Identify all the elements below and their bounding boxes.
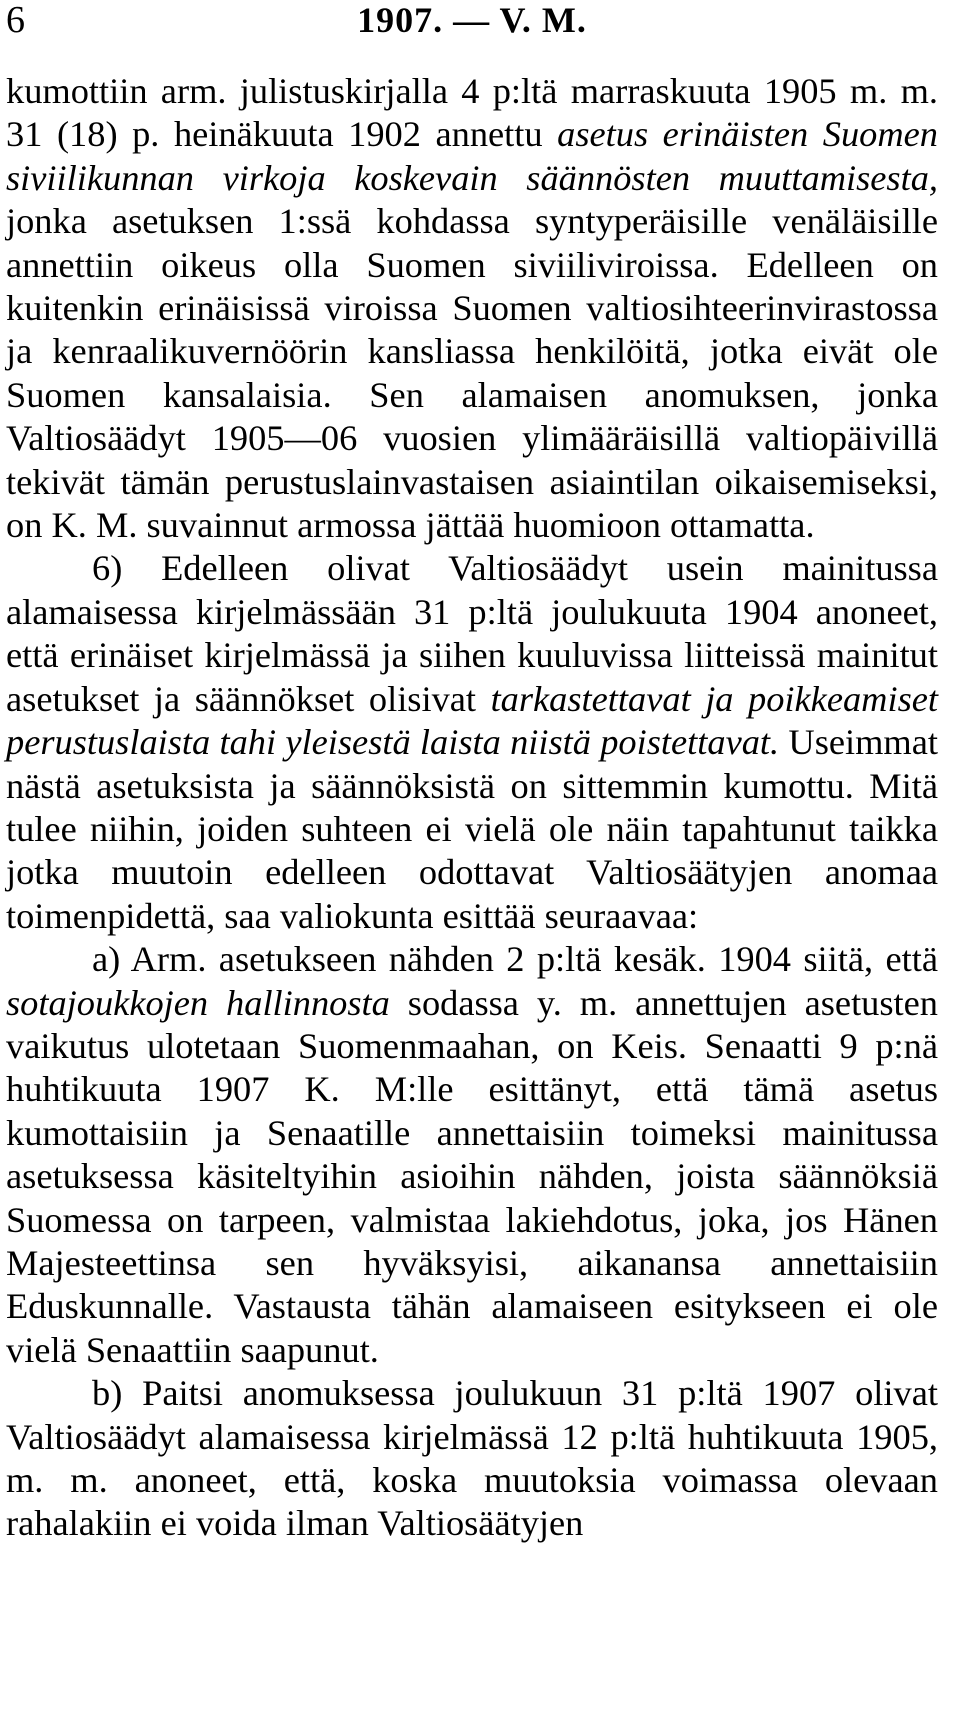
document-page bbox=[6, 0, 938, 1546]
page-header bbox=[6, 0, 938, 48]
running-head: 1907. — V. M. bbox=[357, 0, 587, 40]
text-run: jonka asetuksen 1:ssä kohdassa syntyperäisille venäläisille annettiin oikeus olla Suomen siviiliviroissa. Edelleen on kuitenkin erinäisissä viroissa Suomen valtiosihteerinvirastossa ja kenraalikuvernöörin kansliassa henkilöitä, jotka eivät ole Suomen kansalaisia. Sen alamaisen anomuksen, jonka Valtiosäädyt 1905—06 vuosien ylimääräisillä valtiopäivillä tekivät tämän perustuslainvastaisen asiaintilan oikaisemiseksi, on K. M. suvainnut armossa jättää huomioon ottamatta. bbox=[6, 201, 938, 546]
page-number: 6 bbox=[6, 0, 25, 41]
text-run: Useimmat nästä asetuksista ja säännöksistä on sittemmin kumottu. Mitä tulee niihin, joiden suhteen ei vielä ole näin tapahtunut taikka jotka muutoin edelleen odottavat Valtiosäätyjen anomaa toimenpidettä, saa valiokunta esittää seuraavaa: bbox=[6, 722, 938, 936]
italic-title-run: asetus erinäisten Suomen siviilikunnan virkoja koskevain säännösten muuttamisesta, bbox=[6, 114, 938, 198]
italic-emphasis-run: tarkastettavat ja poikkeamiset perustuslaista tahi yleisestä laista niistä poistettavat. bbox=[6, 678, 938, 763]
paragraph-item-b bbox=[6, 1372, 938, 1546]
paragraph-item-6 bbox=[6, 547, 938, 938]
text-run: sodassa y. m. annettujen asetusten vaikutus ulotetaan Suomenmaahan, on Keis. Senaatti 9 p:nä huhtikuuta 1907 K. M:lle esittänyt, että tämä asetus kumottaisiin ja Senaatille annettaisiin toimeksi mainitussa asetuksessa käsiteltyihin asioihin nähden, joista säännöksiä Suomessa on tarpeen, valmistaa lakiehdotus, joka, jos Hänen Majesteettinsa sen hyväksyisi, aikanansa annettaisiin Eduskunnalle. Vastausta tähän alamaiseen esitykseen ei ole vielä Senaattiin saapunut. bbox=[6, 982, 938, 1370]
text-run: kumottiin arm. julistuskirjalla 4 p:ltä marraskuuta 1905 m. m. 31 (18) p. heinäkuuta 1902 annettu bbox=[6, 71, 938, 155]
paragraph-item-a bbox=[6, 938, 938, 1372]
paragraph-continuation bbox=[6, 70, 938, 547]
text-run: a) Arm. asetukseen nähden 2 p:ltä kesäk. 1904 siitä, että bbox=[92, 939, 938, 980]
italic-title-run: sotajoukkojen hallinnosta bbox=[6, 982, 390, 1023]
text-run: b) Paitsi anomuksessa joulukuun 31 p:ltä 1907 olivat Valtiosäädyt alamaisessa kirjelmässä 12 p:ltä huhtikuuta 1905, m. m. anoneet, että, koska muutoksia voimassa olevaan rahalakiin ei voida ilman Valtiosäätyjen bbox=[6, 1373, 938, 1544]
body-text bbox=[6, 70, 938, 1546]
text-run: 6) Edelleen olivat Valtiosäädyt usein mainitussa alamaisessa kirjelmässään 31 p:ltä joulukuuta 1904 anoneet, että erinäiset kirjelmässä ja siihen kuuluvissa liitteissä mainitut asetukset ja säännökset olisivat bbox=[6, 548, 938, 719]
